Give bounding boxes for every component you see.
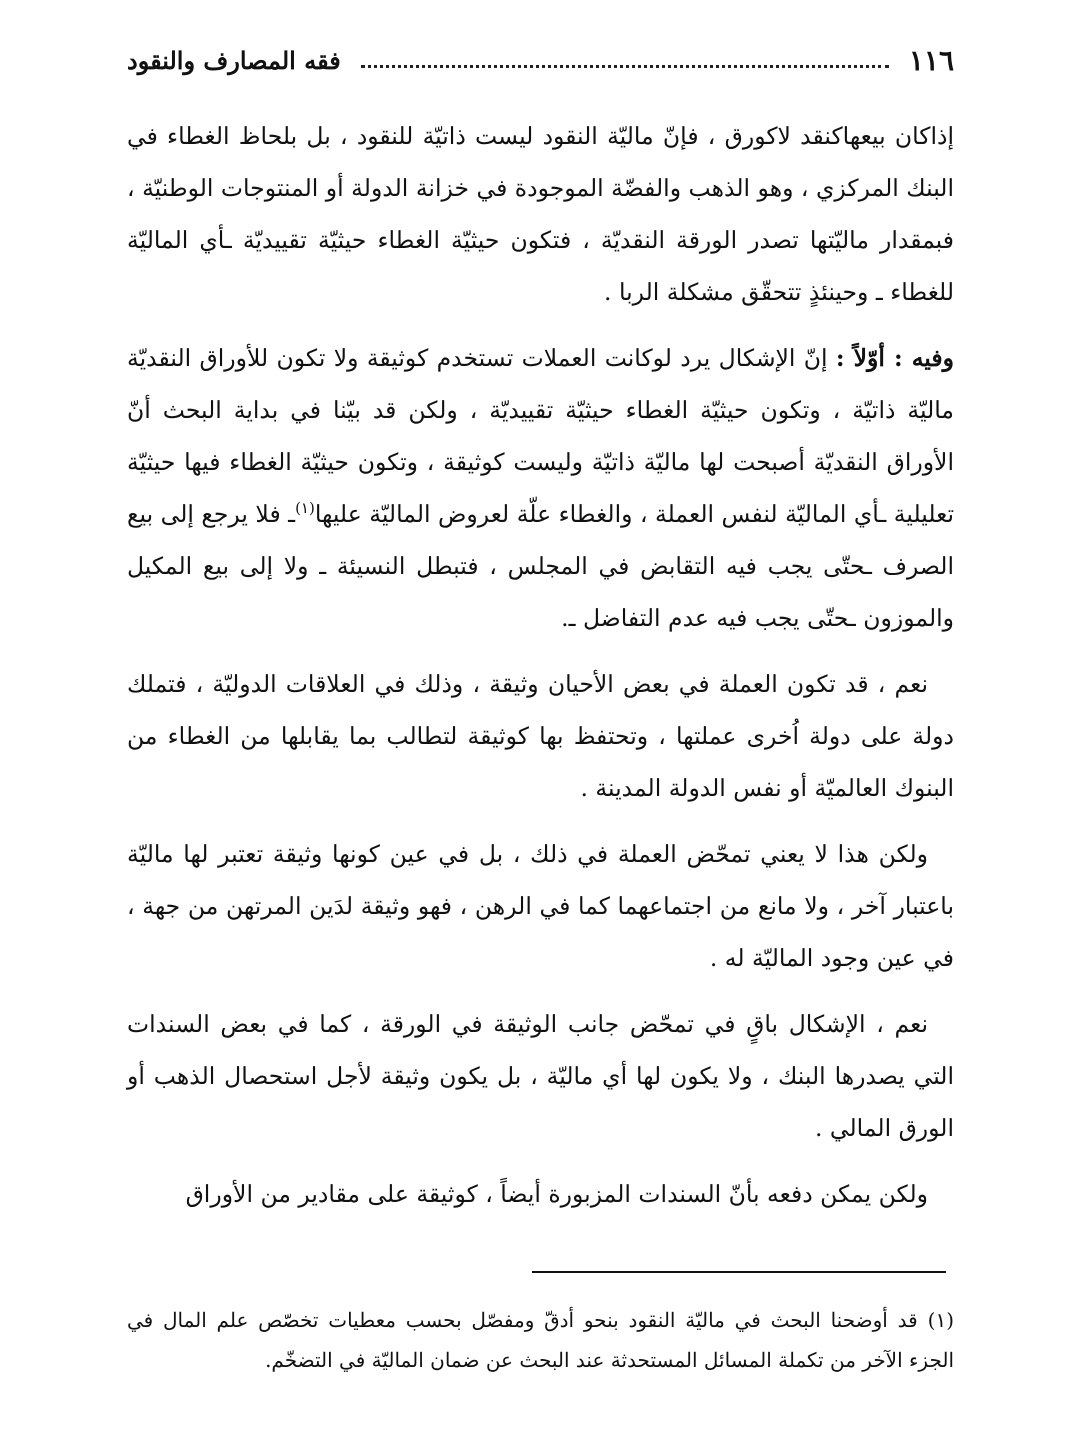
footnote-number: (١) xyxy=(927,1308,954,1332)
footnote xyxy=(127,1300,954,1380)
paragraph-5: نعم ، الإشكال باقٍ في تمحّض جانب الوثيقة في الورقة ، كما في بعض السندات التي يصدرها البنك ، ولا يكون لها أي ماليّة ، بل يكون وثيقة لأجل استحصال الذهب أو الورق المالي . xyxy=(127,1010,954,1142)
page-header xyxy=(127,40,954,80)
running-title: فقه المصارف والنقود xyxy=(127,45,341,75)
paragraph-lead: وفيه : أوّلاً : xyxy=(835,344,954,372)
paragraph-4: ولكن هذا لا يعني تمحّض العملة في ذلك ، بل في عين كونها وثيقة تعتبر لها ماليّة باعتبار آخر ، ولا مانع من اجتماعهما كما في الرهن ، فهو وثيقة لدَين المرتهن من جهة ، في عين وجود الماليّة له . xyxy=(127,840,954,972)
footnote-reference: (١) xyxy=(295,499,315,518)
paragraph-2 xyxy=(127,332,954,644)
page-number: ١١٦ xyxy=(908,43,954,77)
paragraph-2-text-a: إنّ الإشكال يرد لوكانت العملات تستخدم كوثيقة ولا تكون للأوراق النقديّة ماليّة ذاتيّة ، وتكون حيثيّة الغطاء حيثيّة تقييديّة ، ولكن قد بيّنا في بداية البحث أنّ الأوراق النقديّة أصبحت لها ماليّة ذاتيّة وليست كوثيقة ، وتكون حيثيّة الغطاء فيها حيثيّة تعليلية ـأي الماليّة لنفس العملة ، والغطاء علّة لعروض الماليّة عليها xyxy=(127,344,954,528)
paragraph-3: نعم ، قد تكون العملة في بعض الأحيان وثيقة ، وذلك في العلاقات الدوليّة ، فتملك دولة على دولة اُخرى عملتها ، وتحتفظ بها كوثيقة لتطالب بما يقابلها من الغطاء من البنوك العالميّة أو نفس الدولة المدينة . xyxy=(127,670,954,802)
header-dot-leader xyxy=(361,65,889,68)
footnote-text: قد أوضحنا البحث في ماليّة النقود بنحو أدقّ ومفصّل بحسب معطيات تخصّص علم المال في الجزء الآخر من تكملة المسائل المستحدثة عند البحث عن ضمان الماليّة في التضخّم. xyxy=(127,1308,954,1372)
paragraph-2-text-b: ـ فلا يرجع إلى بيع الصرف ـحتّى يجب فيه التقابض في المجلس ، فتبطل النسيئة ـ ولا إلى بيع المكيل والموزون ـحتّى يجب فيه عدم التفاضل ـ. xyxy=(127,500,954,632)
footnote-separator xyxy=(532,1271,946,1273)
paragraph-1: إذاكان بيعهاكنقد لاكورق ، فإنّ ماليّة النقود ليست ذاتيّة للنقود ، بل بلحاظ الغطاء في البنك المركزي ، وهو الذهب والفضّة الموجودة في خزانة الدولة أو المنتوجات الوطنيّة ، فبمقدار ماليّتها تصدر الورقة النقديّة ، فتكون حيثيّة الغطاء حيثيّة تقييديّة ـأي الماليّة للغطاء ـ وحينئذٍ تتحقّق مشكلة الربا . xyxy=(127,122,954,306)
paragraph-6: ولكن يمكن دفعه بأنّ السندات المزبورة أيضاً ، كوثيقة على مقادير من الأوراق xyxy=(185,1180,928,1208)
main-text xyxy=(127,110,954,1234)
